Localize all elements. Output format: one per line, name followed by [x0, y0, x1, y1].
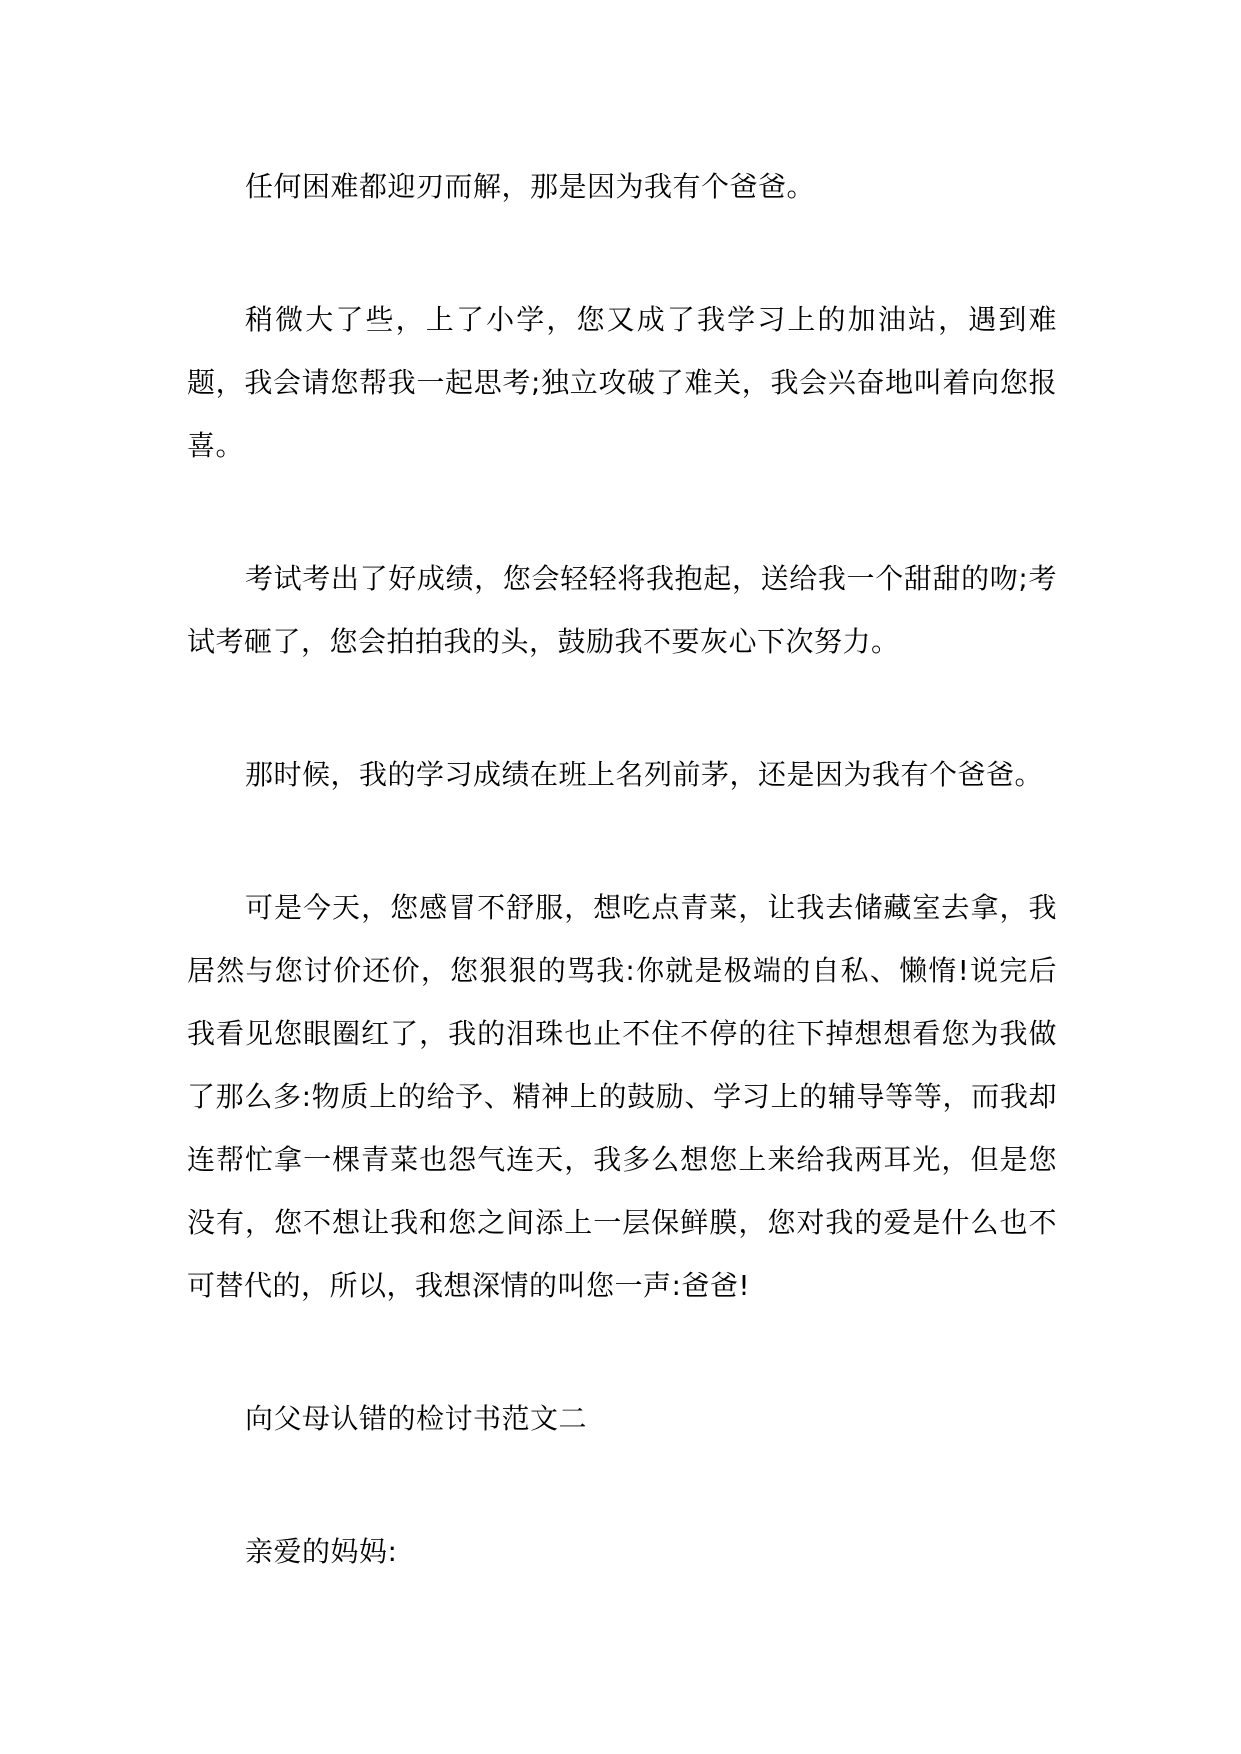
paragraph-spacer [187, 1450, 1057, 1520]
paragraph: 任何困难都迎刃而解，那是因为我有个爸爸。 [245, 170, 816, 203]
paragraph-spacer [187, 1317, 1057, 1387]
paragraph-spacer [187, 673, 1057, 743]
paragraph-spacer [187, 806, 1057, 876]
paragraph: 考试考出了好成绩，您会轻轻将我抱起，送给我一个甜甜的吻;考试考砸了，您会拍拍我的头，鼓励我不要灰心下次努力。 [187, 562, 1057, 658]
paragraph: 稍微大了些，上了小学，您又成了我学习上的加油站，遇到难题，我会请您帮我一起思考;独立攻破了难关，我会兴奋地叫着向您报喜。 [187, 303, 1057, 462]
document-body [187, 155, 1057, 1583]
paragraph-spacer [187, 218, 1057, 288]
paragraph-spacer [187, 477, 1057, 547]
section-heading: 向父母认错的检讨书范文二 [245, 1402, 588, 1435]
salutation: 亲爱的妈妈: [245, 1535, 398, 1568]
paragraph: 可是今天，您感冒不舒服，想吃点青菜，让我去储藏室去拿，我居然与您讨价还价，您狠狠的骂我:你就是极端的自私、懒惰!说完后我看见您眼圈红了，我的泪珠也止不住不停的往下掉想想看您为我做了那么多:物质上的给予、精神上的鼓励、学习上的辅导等等，而我却连帮忙拿一棵青菜也怨气连天，我多么想您上来给我两耳光，但是您没有，您不想让我和您之间添上一层保鲜膜，您对我的爱是什么也不可替代的，所以，我想深情的叫您一声:爸爸! [187, 891, 1057, 1302]
paragraph: 那时候，我的学习成绩在班上名列前茅，还是因为我有个爸爸。 [245, 758, 1044, 791]
